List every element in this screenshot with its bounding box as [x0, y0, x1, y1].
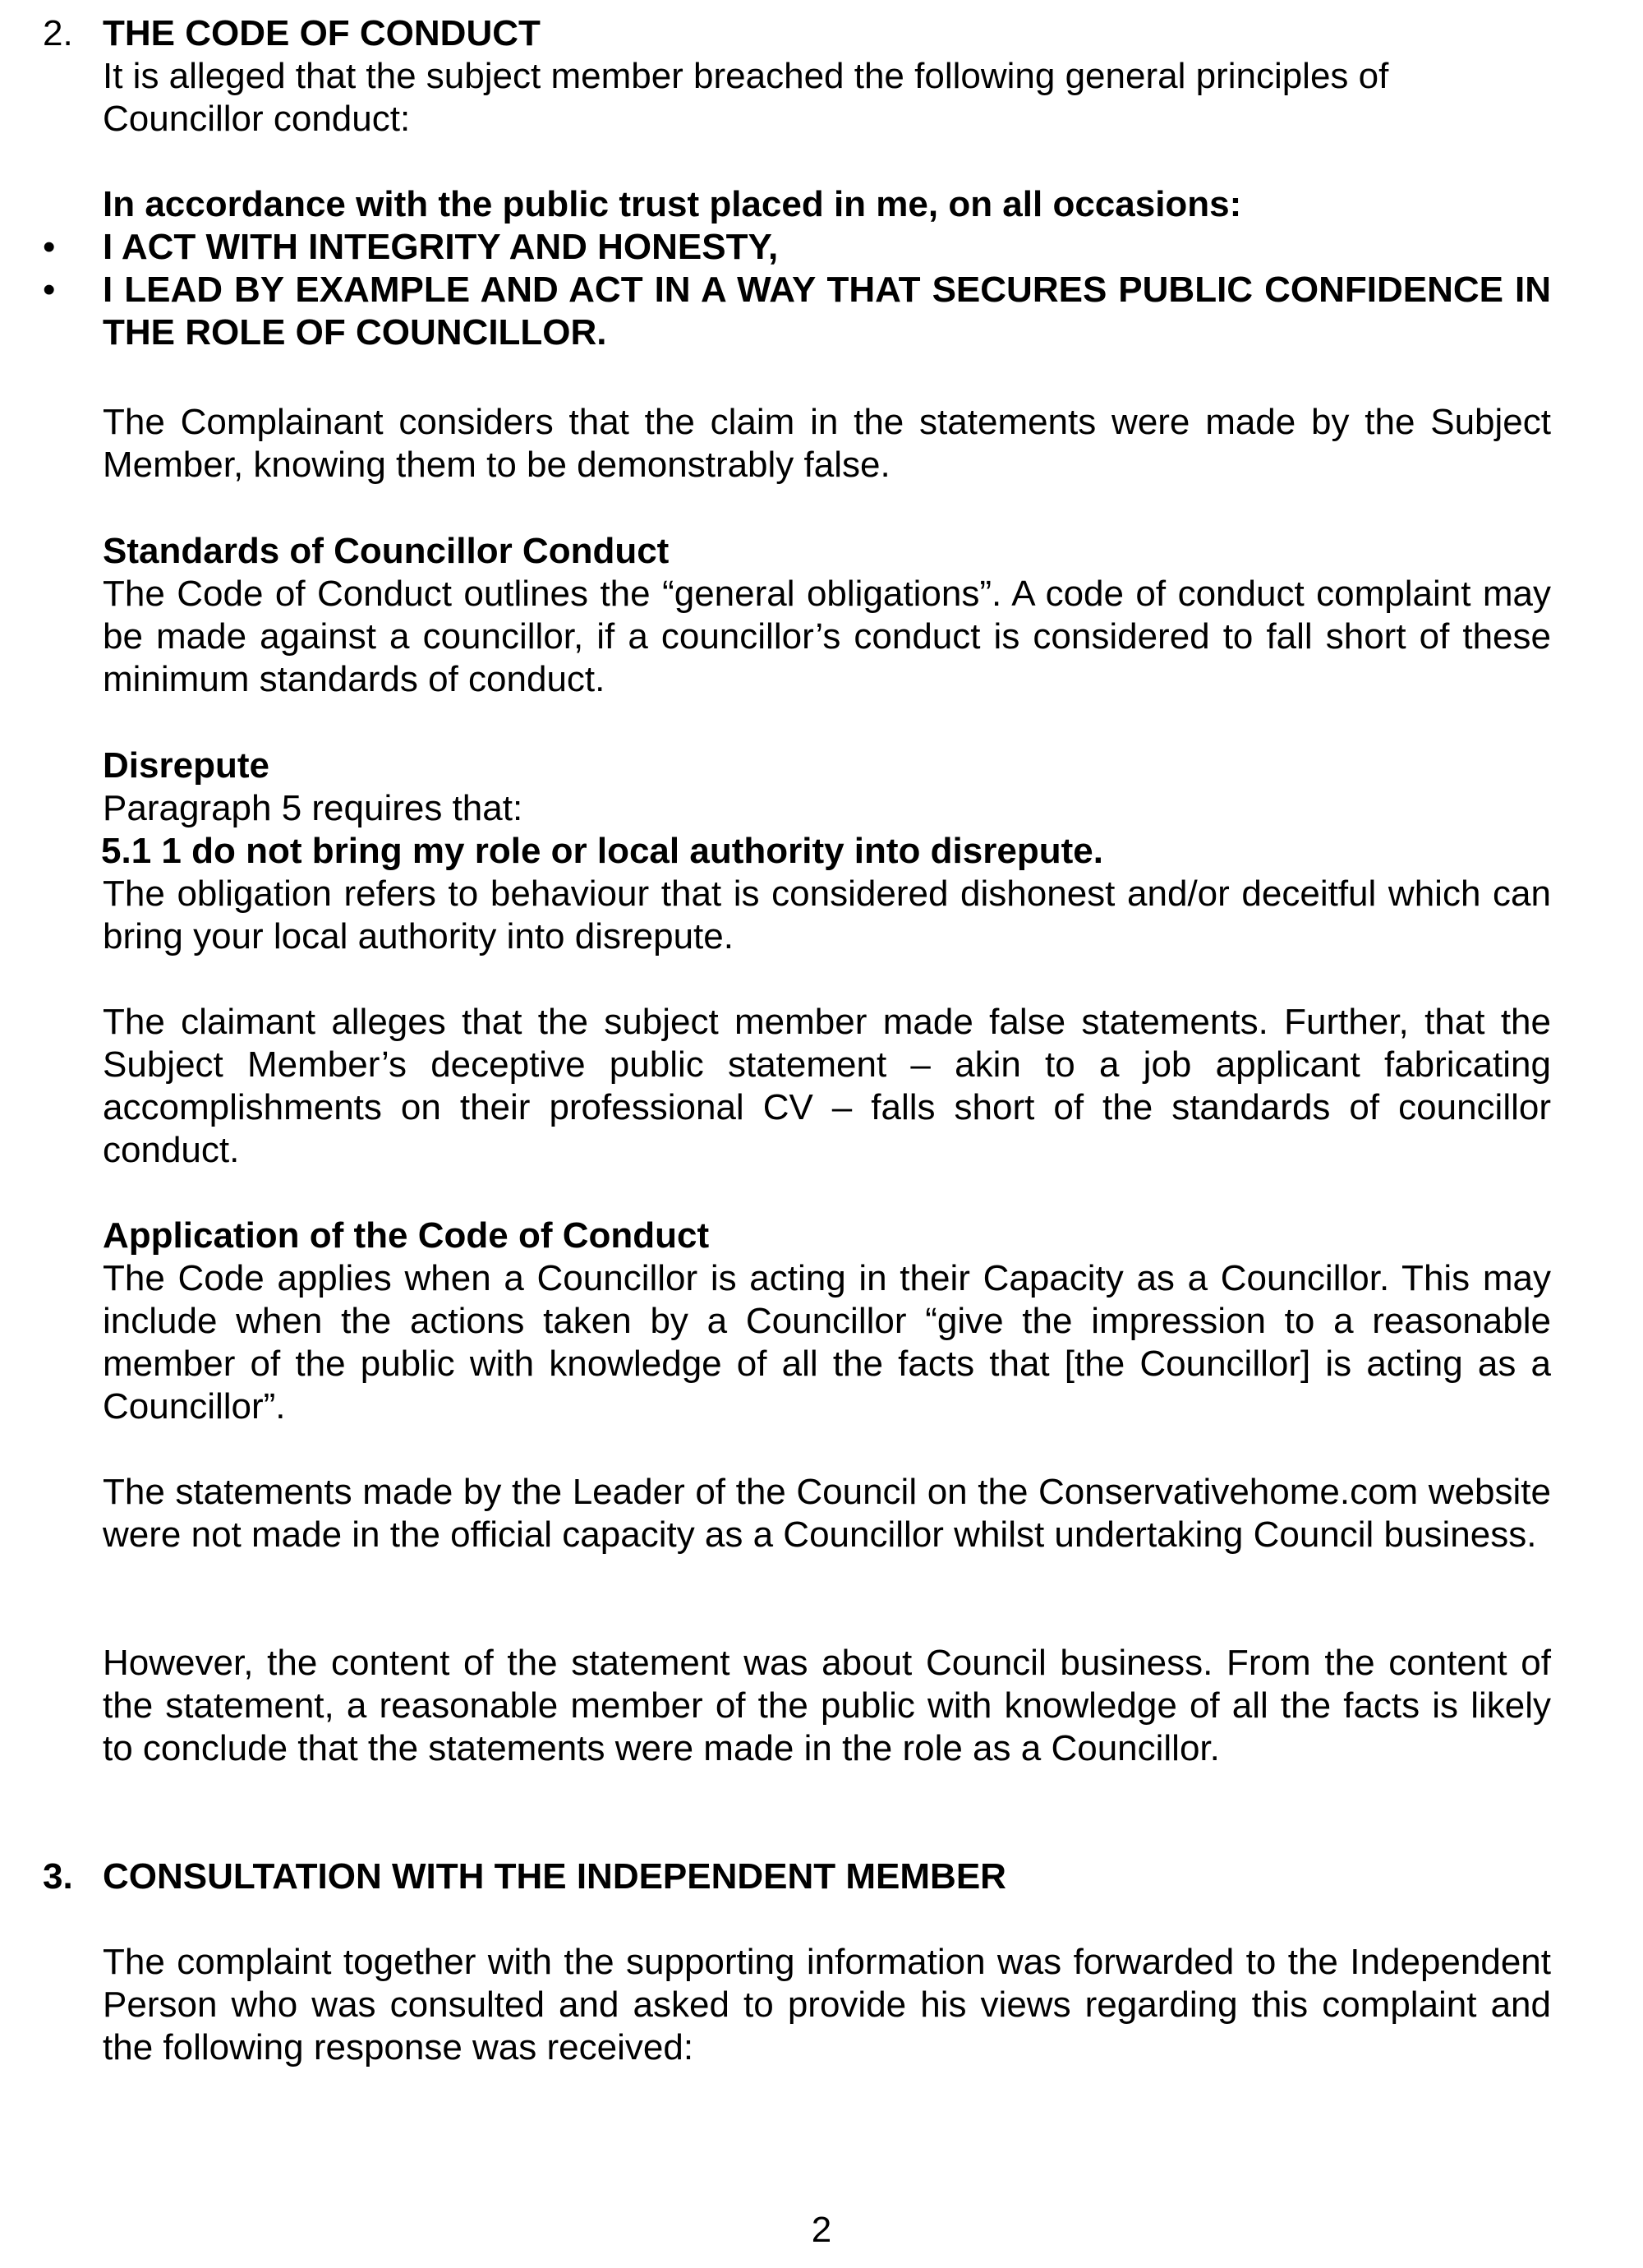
standards-heading: Standards of Councillor Conduct	[103, 531, 670, 571]
statements-block	[103, 1471, 1551, 1556]
section-2-number: 2.	[43, 13, 73, 53]
principles-list	[43, 226, 1551, 354]
disrepute-heading: Disrepute	[103, 745, 269, 786]
trust-heading: In accordance with the public trust placed in me, on all occasions:	[103, 184, 1242, 224]
standards-block	[103, 530, 1551, 701]
section-2-intro: It is alleged that the subject member breached the following general principles of Councillor conduct:	[103, 56, 1389, 139]
section-3-title: CONSULTATION WITH THE INDEPENDENT MEMBER	[103, 1856, 1006, 1897]
disrepute-rule: 5.1 1 do not bring my role or local authority into disrepute.	[101, 831, 1103, 871]
disrepute-paragraph: The obligation refers to behaviour that is considered dishonest and/or deceitful which can bring your local authority into disrepute.	[103, 874, 1551, 957]
page-number: 2	[811, 2210, 832, 2250]
complainant-block	[103, 401, 1551, 486]
principles-block	[43, 183, 1551, 354]
however-paragraph: However, the content of the statement was about Council business. From the content of the statement, a reasonable member of the public with knowledge of all the facts is likely to conclude that the statements were made in the role as a Councillor.	[103, 1643, 1551, 1768]
section-2-title: THE CODE OF CONDUCT	[103, 13, 541, 53]
disrepute-block	[103, 744, 1551, 958]
disrepute-intro: Paragraph 5 requires that:	[103, 788, 523, 828]
complainant-paragraph: The Complainant considers that the claim in the statements were made by the Subject Member, knowing them to be demonstrably false.	[103, 402, 1551, 485]
section-3-number: 3.	[43, 1856, 73, 1897]
section-2-intro-block	[103, 55, 1551, 141]
principle-text: I ACT WITH INTEGRITY AND HONESTY,	[103, 227, 779, 267]
principle-item	[43, 269, 1551, 354]
bullet-icon: •	[43, 227, 56, 267]
section-3-block	[103, 1941, 1551, 2069]
application-block	[103, 1215, 1551, 1428]
section-3-paragraph: The complaint together with the supporting information was forwarded to the Independent Person who was consulted and asked to provide his views regarding this complaint and the following response was received:	[103, 1942, 1551, 2067]
application-heading: Application of the Code of Conduct	[103, 1215, 710, 1256]
bullet-icon: •	[43, 270, 56, 310]
principle-text: I LEAD BY EXAMPLE AND ACT IN A WAY THAT SECURES PUBLIC CONFIDENCE IN THE ROLE OF COUNCILLOR.	[103, 270, 1551, 353]
section-2-heading	[43, 12, 1554, 55]
section-3-heading	[43, 1855, 1554, 1898]
application-paragraph: The Code applies when a Councillor is acting in their Capacity as a Councillor. This may include when the actions taken by a Councillor “give the impression to a reasonable member of the public with knowledge of all the facts that [the Councillor] is acting as a Councillor”.	[103, 1258, 1551, 1427]
principle-item	[43, 226, 1551, 269]
statements-paragraph: The statements made by the Leader of the Council on the Conservativehome.com website were not made in the official capacity as a Councillor whilst undertaking Council business.	[103, 1472, 1551, 1555]
claimant-paragraph: The claimant alleges that the subject member made false statements. Further, that the Subject Member’s deceptive public statement – akin to a job applicant fabricating accomplishments on their professional CV – falls short of the standards of councillor conduct.	[103, 1002, 1551, 1170]
however-block	[103, 1642, 1551, 1770]
claimant-block	[103, 1001, 1551, 1172]
standards-paragraph: The Code of Conduct outlines the “general obligations”. A code of conduct complaint may be made against a councillor, if a councillor’s conduct is considered to fall short of these minimum standards of conduct.	[103, 574, 1551, 699]
